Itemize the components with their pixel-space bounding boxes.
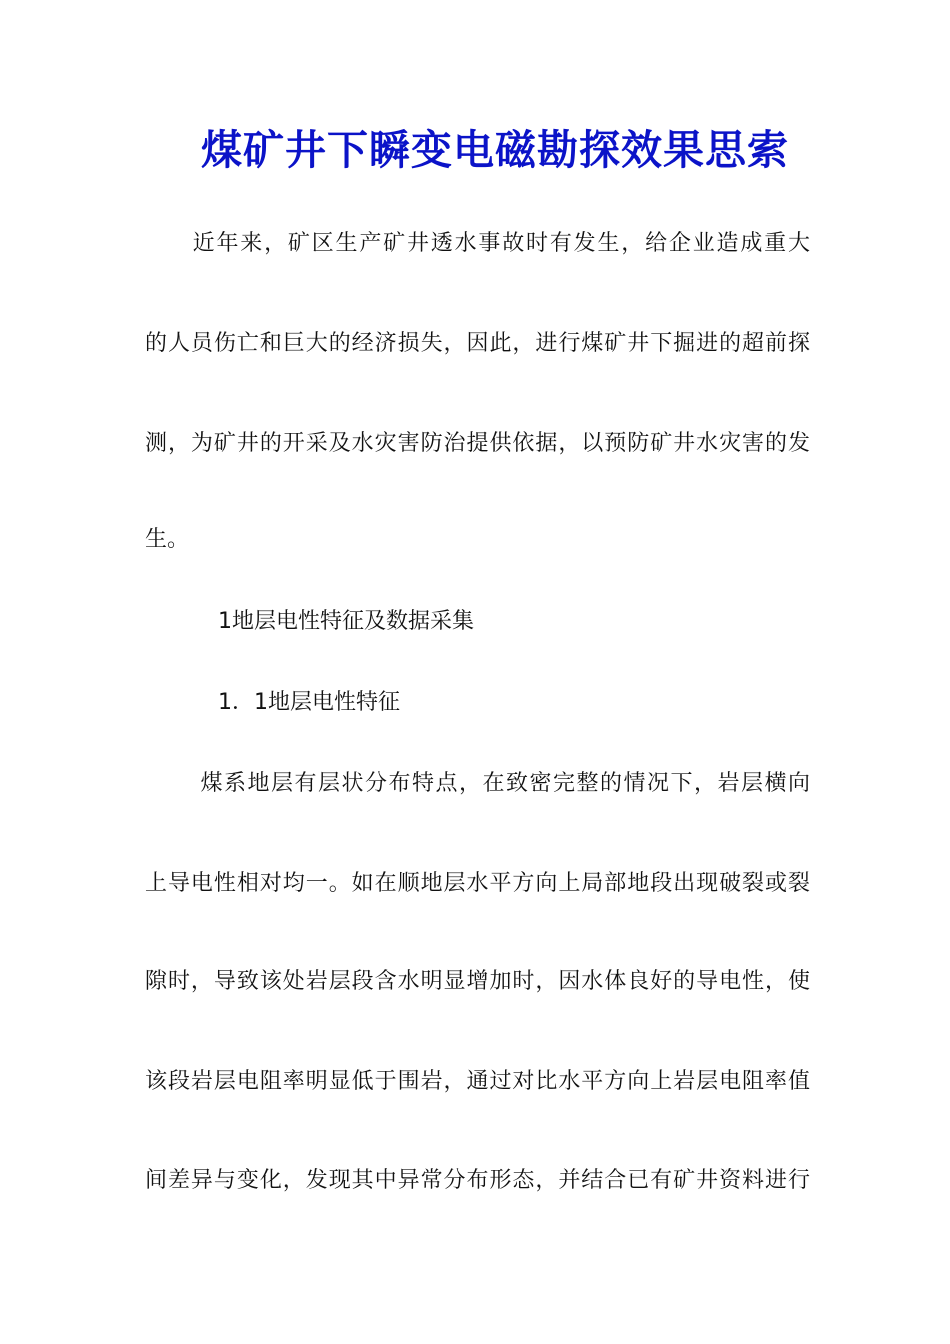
paragraph-1-line-4: 生。 bbox=[145, 527, 190, 552]
section-heading-1-1: 1．1地层电性特征 bbox=[218, 690, 400, 715]
paragraph-2-line-4: 该段岩层电阻率明显低于围岩，通过对比水平方向上岩层电阻率值 bbox=[145, 1069, 810, 1094]
paragraph-2-line-3: 隙时，导致该处岩层段含水明显增加时，因水体良好的导电性，使 bbox=[145, 969, 810, 994]
paragraph-1-line-2: 的人员伤亡和巨大的经济损失，因此，进行煤矿井下掘进的超前探 bbox=[145, 331, 810, 356]
paragraph-2-line-5: 间差异与变化，发现其中异常分布形态，并结合已有矿井资料进行 bbox=[145, 1168, 810, 1193]
section-heading-1: 1地层电性特征及数据采集 bbox=[218, 609, 474, 634]
paragraph-2-line-1: 煤系地层有层状分布特点，在致密完整的情况下，岩层横向 bbox=[145, 771, 810, 796]
document-title: 煤矿井下瞬变电磁勘探效果思索 bbox=[201, 126, 789, 174]
paragraph-1-line-1: 近年来，矿区生产矿井透水事故时有发生，给企业造成重大 bbox=[145, 231, 810, 256]
paragraph-1-line-3: 测，为矿井的开采及水灾害防治提供依据，以预防矿井水灾害的发 bbox=[145, 431, 810, 456]
paragraph-2-line-2: 上导电性相对均一。如在顺地层水平方向上局部地段出现破裂或裂 bbox=[145, 871, 810, 896]
